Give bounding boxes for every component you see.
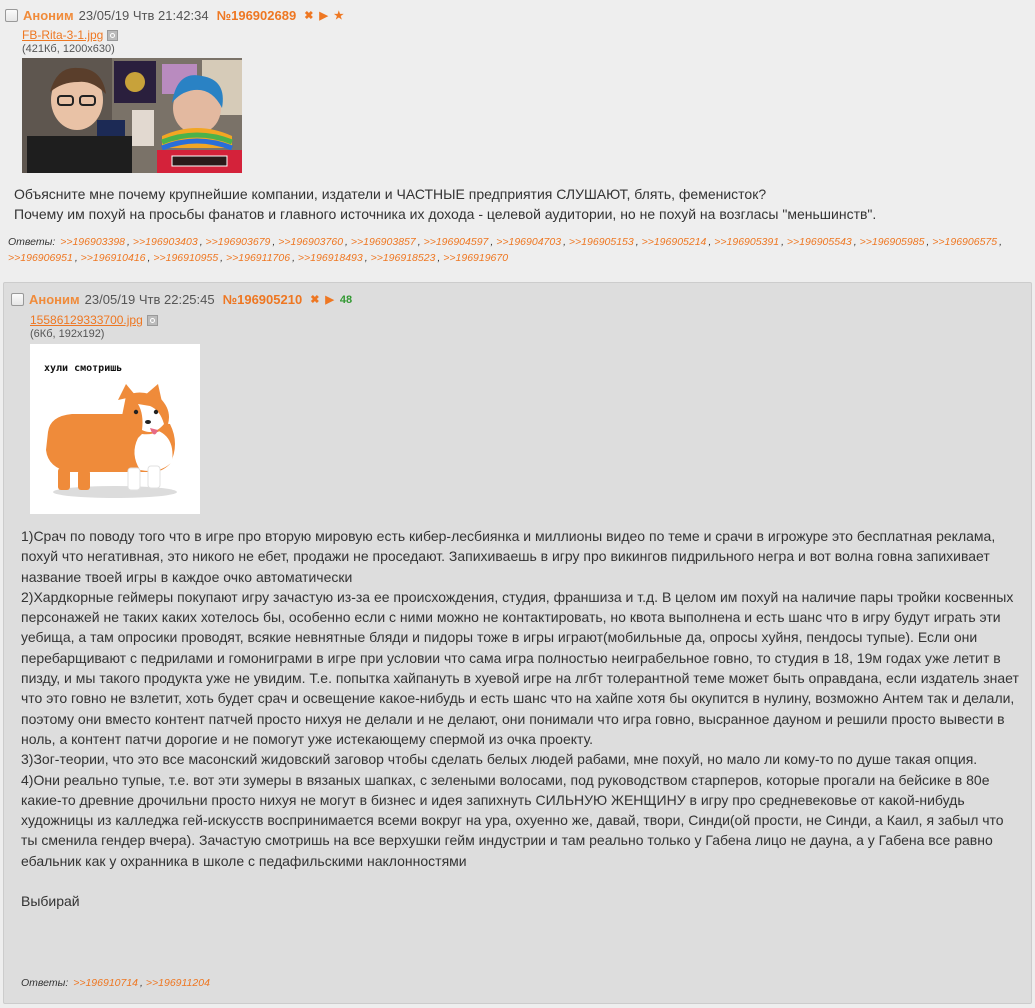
- message-line: Почему им похуй на просьбы фанатов и главного источника их дохода - целевой аудитории, но не похуй на возгласы "меньшинств".: [14, 206, 877, 222]
- post-message: [21, 526, 1021, 912]
- reply-link[interactable]: >>196918523: [370, 252, 436, 264]
- poster-name: Аноним: [23, 8, 74, 23]
- select-checkbox[interactable]: [5, 9, 18, 22]
- reply-link[interactable]: >>196905391: [714, 236, 780, 248]
- message-line: 2)Хардкорные геймеры покупают игру зачастую из-за ее происхождения, студия, франшиза и т.д. В целом им похуй на наличие пары тройки косвенных персонажей не таких каких хотелось бы, особенно если с ними можно не контактировать, но квота выполнена и есть шанс что в игру будут играть эти уебища, а там опросики проводят, всякие невнятные бляди и пидоры тоже в игры играют(мобильные да, опросы хуйня, пендосы тупые). Если они перебарщивают с педрилами и гомониграми в игре при условии что сама игра полностью неиграбельное говно, то студия в 18, 19м годах уже летит в пизду, и мы такого продукта уже не увидим. Т.е. попытка хайпануть в хуевой игре на лгбт толерантной теме может быть оправдана, если издатель знает что это говно не взлетит, хоть будет срач и освещение какое-нибудь и есть шанс что на хайпе хотя бы окупится в нулину, возможно Антем так и делали, поэтому они вместо контент патчей просто нихуя не делали и не делают, они понимали что игра говно, высранное дауном и решили просто вывести в ноль, а контент патчи дорогие и не помогут уже истекающему спермой из очка проекту.: [21, 588, 1019, 747]
- post-message: [14, 184, 1024, 224]
- play-icon[interactable]: ▶: [325, 294, 334, 306]
- hide-icon[interactable]: ✖: [304, 10, 314, 22]
- reply-link[interactable]: >>196910714: [73, 977, 139, 989]
- favorite-star-icon[interactable]: ★: [333, 10, 344, 22]
- post-number-link[interactable]: №196902689: [216, 8, 297, 23]
- reply-link[interactable]: >>196904703: [496, 236, 562, 248]
- select-checkbox[interactable]: [11, 293, 24, 306]
- reply-link[interactable]: >>196919670: [443, 252, 509, 264]
- replies-list: Ответы: >>196910714 , >>196911204: [21, 977, 210, 989]
- post-header: [11, 292, 352, 307]
- reply-link[interactable]: >>196910416: [80, 252, 146, 264]
- reply-link[interactable]: >>196905153: [568, 236, 634, 248]
- message-line: 3)Зог-теории, что это все масонский жидовский заговор чтобы сделать белых людей рабами, мне похуй, но мало ли кому-то по душе такая опция.: [21, 751, 978, 768]
- reply-link[interactable]: >>196905985: [859, 236, 925, 248]
- post-number-link[interactable]: №196905210: [222, 292, 303, 307]
- post-date: 23/05/19 Чтв 21:42:34: [78, 8, 209, 23]
- message-line: Объясните мне почему крупнейшие компании, издатели и ЧАСТНЫЕ предприятия СЛУШАЮТ, блять, феменисток?: [14, 186, 767, 202]
- reply-link[interactable]: >>196903857: [350, 236, 416, 248]
- reply-link[interactable]: >>196905543: [786, 236, 852, 248]
- reply-link[interactable]: >>196906575: [932, 236, 998, 248]
- file-name-link[interactable]: 15586129333700.jpg: [30, 313, 143, 327]
- op-post: [0, 0, 1035, 275]
- post-image-thumbnail[interactable]: [22, 58, 242, 173]
- reply-link[interactable]: >>196911204: [145, 977, 210, 989]
- file-info: [30, 313, 158, 340]
- image-caption: хули смотришь: [44, 363, 123, 374]
- reply-link[interactable]: >>196911706: [226, 252, 291, 264]
- reply-count: 48: [339, 293, 353, 306]
- hide-icon[interactable]: ✖: [310, 294, 320, 306]
- message-line: [21, 871, 1021, 891]
- reply-link[interactable]: >>196903760: [278, 236, 344, 248]
- replies-label: Ответы:: [8, 236, 56, 248]
- file-name-link[interactable]: FB-Rita-3-1.jpg: [22, 28, 104, 42]
- reply-link[interactable]: >>196905214: [641, 236, 707, 248]
- replies-label: Ответы:: [21, 977, 69, 989]
- reply-link[interactable]: >>196910955: [153, 252, 219, 264]
- post-date: 23/05/19 Чтв 22:25:45: [84, 292, 215, 307]
- reply-link[interactable]: >>196903403: [132, 236, 198, 248]
- file-meta: (421Кб, 1200x630): [22, 43, 115, 55]
- reply-post: [3, 282, 1032, 1004]
- reply-link[interactable]: >>196904597: [423, 236, 489, 248]
- file-info: [22, 28, 118, 55]
- reply-link[interactable]: >>196903679: [205, 236, 271, 248]
- post-image-thumbnail[interactable]: [30, 344, 200, 514]
- poster-name: Аноним: [29, 292, 80, 307]
- post-header: [5, 8, 350, 23]
- replies-list: Ответы: >>196903398 , >>196903403 , >>196903679 , >>196903760 , >>196903857 , >>196904597 , >>196904703 , >>196905153 , >>196905214 , >>196905391 , >>196905543 , >>196905985 , >>196906575 , >>196906951 , >>196910416 , >>196910955 , >>196911706 , >>196918493 , >>196918523 , >>196919670: [8, 236, 1003, 264]
- image-search-icon[interactable]: [107, 30, 118, 41]
- image-search-icon[interactable]: [147, 315, 158, 326]
- message-line: Выбирай: [21, 893, 80, 910]
- reply-link[interactable]: >>196903398: [60, 236, 126, 248]
- message-line: 4)Они реально тупые, т.е. вот эти зумеры в вязаных шапках, с зелеными волосами, под руководством старперов, которые прогали на бейсике в 80е какие-то древние дрочильни просто нихуя не могут в бизнес и идея запихнуть СИЛЬНУЮ ЖЕНЩИНУ в игру про средневековье от какой-нибудь художницы из калледжа гей-искусств воспринимается всеми вокруг на ура, охуенно же, давай, твори, Синди(ой прости, не Синди, а Каил, я забыл что ты сменила гендер вчера). Зачастую смотришь на все верхушки гейм индустрии и там реально только у Габена лицо не дауна, а у Габена все равно ебальник как у охранника в школе с педафильскими наклонностями: [21, 771, 1004, 869]
- file-meta: (6Кб, 192x192): [30, 328, 105, 340]
- message-line: 1)Срач по поводу того что в игре про вторую мировую есть кибер-лесбиянка и миллионы видео по теме и срачи в игрожуре это бесплатная реклама, похуй что негативная, это никого не ебет, продажи не проседают. Запихиваешь в игру про викингов пидрильного негра и вот волна говна запихивает название твоей игры в каждое очко автоматически: [21, 528, 996, 585]
- reply-link[interactable]: >>196906951: [8, 252, 73, 264]
- reply-link[interactable]: >>196918493: [297, 252, 363, 264]
- play-icon[interactable]: ▶: [319, 10, 328, 22]
